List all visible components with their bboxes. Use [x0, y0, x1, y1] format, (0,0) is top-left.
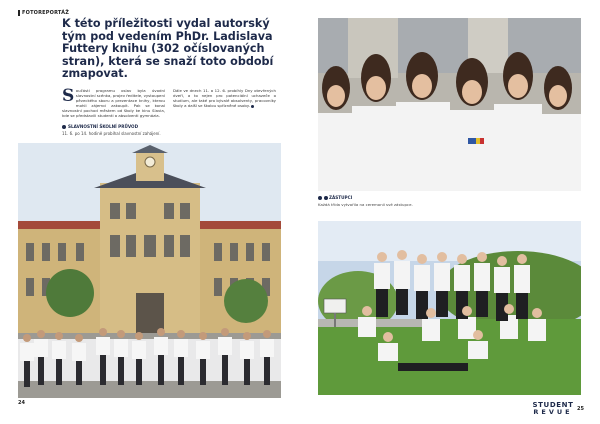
caption-label — [62, 124, 276, 129]
article-column-1 — [62, 88, 165, 122]
column-1-text: oučástí programu oslav byla úvodní slavnostní scénka, projev ředitele, vystoupení pěveckého sboru a prezentace knihy, kterou mohli zájemci zakoupit. Pak se konal slavnostní pochod městem od školy ke kinu Slavia, kde se představili studenti a absolventi gymnázia. — [62, 88, 165, 119]
article-body — [62, 88, 276, 122]
section-bar — [18, 10, 20, 16]
students-crowd-photo — [318, 18, 581, 191]
caption-text-right: Každá třída vytvořila na ceremonii své zástupce. — [318, 201, 413, 207]
photo-caption-left — [62, 124, 276, 136]
headline: K této příležitosti vydal autorský tým pod vedením PhDr. Ladislava Futtery knihu (302 očíslovaných stran), která se snaží toto období zmapovat. — [62, 17, 274, 81]
logo-line-2: REVUE — [533, 408, 573, 416]
dropcap: S — [62, 86, 75, 106]
school-building-photo — [18, 143, 281, 398]
camera-icon — [62, 125, 66, 129]
photo-caption-right — [318, 195, 581, 207]
end-mark — [251, 105, 254, 108]
article-column-2 — [173, 88, 276, 122]
camera-icon — [324, 196, 328, 200]
logo-line-1: STUDENT — [532, 401, 574, 409]
page-number-right: 25 — [577, 406, 584, 412]
page-number-left: 24 — [18, 400, 25, 406]
caption-label-right-text: ZÁSTUPCI — [329, 195, 353, 200]
students-group-photo — [318, 221, 581, 395]
section-label-text: FOTOREPORTÁŽ — [22, 10, 70, 16]
caption-label-right — [318, 195, 581, 200]
section-label — [18, 10, 69, 16]
camera-icon — [318, 196, 322, 200]
column-2-text: Dále ve dnech 11. a 12. 6. probíhly Dny otevřených dveří, a to nejen pro potenciální uchazeče o studium, ale také pro bývalé absolventy, pracovníky školy a další se školou spřízněné osoby. — [173, 88, 276, 109]
student-revue-logo — [532, 402, 574, 416]
caption-label-text: SLAVNOSTNÍ ŠKOLNÍ PRŮVOD — [68, 124, 139, 129]
caption-text: 11. 6. po 14. hodině probíhal slavnostní zahájení. — [62, 131, 161, 136]
